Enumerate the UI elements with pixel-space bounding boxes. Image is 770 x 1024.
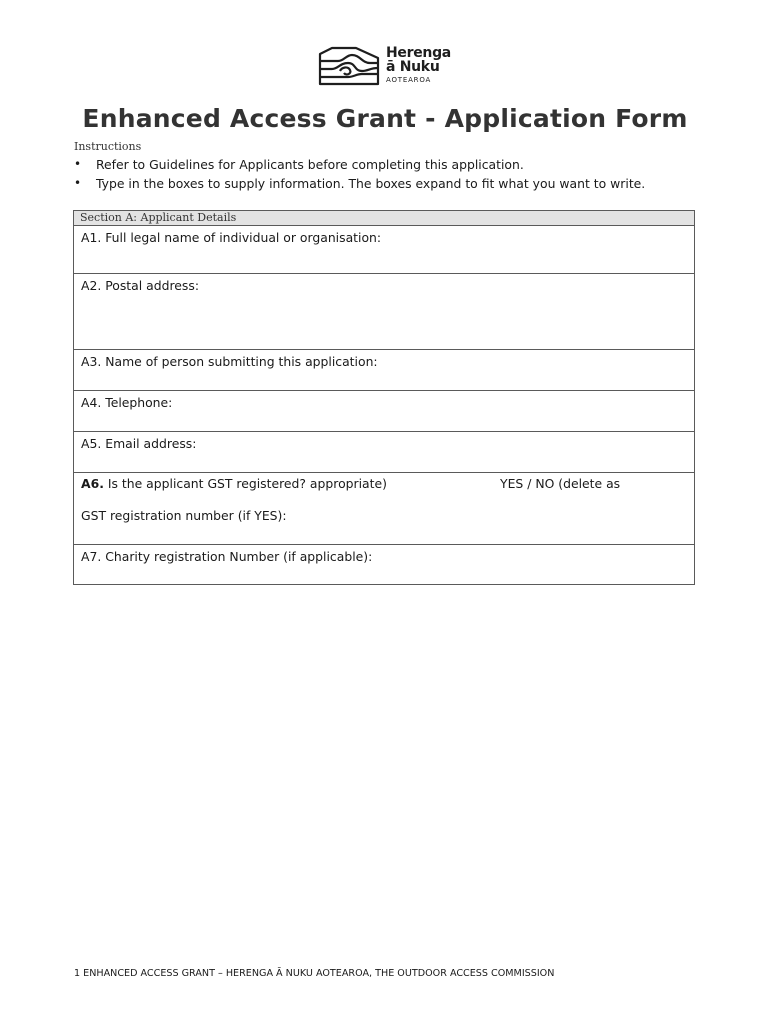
organisation-logo — [318, 44, 458, 88]
gst-question — [81, 476, 461, 491]
gst-answer[interactable]: YES / NO (delete as — [500, 476, 621, 491]
email-address-field[interactable] — [74, 432, 694, 473]
gst-number-label: GST registration number (if YES): — [81, 508, 287, 523]
logo-wordmark-line-3: AOTEAROA — [386, 76, 432, 84]
section-a-header: Section A: Applicant Details — [74, 211, 694, 226]
field-label: A2. Postal address: — [81, 278, 199, 293]
list-item — [74, 174, 645, 193]
telephone-field[interactable] — [74, 391, 694, 432]
applicant-details-table — [73, 210, 695, 585]
page-footer: 1 ENHANCED ACCESS GRANT – HERENGA Ā NUKU AOTEAROA, THE OUTDOOR ACCESS COMMISSION — [74, 968, 555, 979]
question-text: Is the applicant GST registered? appropriate) — [103, 476, 387, 491]
field-label: A5. Email address: — [81, 436, 197, 451]
full-legal-name-field[interactable] — [74, 226, 694, 274]
instructions-list — [74, 155, 645, 193]
field-label: A7. Charity registration Number (if applicable): — [81, 549, 373, 564]
logo-wordmark-line-2: ā Nuku — [386, 59, 440, 75]
field-label: A4. Telephone: — [81, 395, 173, 410]
bullet-icon: • — [74, 157, 82, 171]
field-label: A3. Name of person submitting this application: — [81, 354, 378, 369]
list-item — [74, 155, 645, 174]
field-label: A1. Full legal name of individual or organisation: — [81, 230, 382, 245]
gst-registration-field[interactable] — [74, 473, 694, 545]
wave-mark-icon — [318, 44, 380, 86]
document-title: Enhanced Access Grant - Application Form — [82, 104, 688, 133]
submitter-name-field[interactable] — [74, 350, 694, 391]
charity-registration-field[interactable] — [74, 545, 694, 584]
instruction-text: Refer to Guidelines for Applicants before completing this application. — [96, 157, 524, 172]
bullet-icon: • — [74, 176, 82, 190]
instructions-label: Instructions — [74, 140, 142, 153]
instruction-text: Type in the boxes to supply information. The boxes expand to fit what you want to write. — [96, 176, 646, 191]
logo-wordmark-line-1: Herenga — [386, 45, 451, 61]
postal-address-field[interactable] — [74, 274, 694, 350]
question-number: A6. — [81, 476, 104, 491]
